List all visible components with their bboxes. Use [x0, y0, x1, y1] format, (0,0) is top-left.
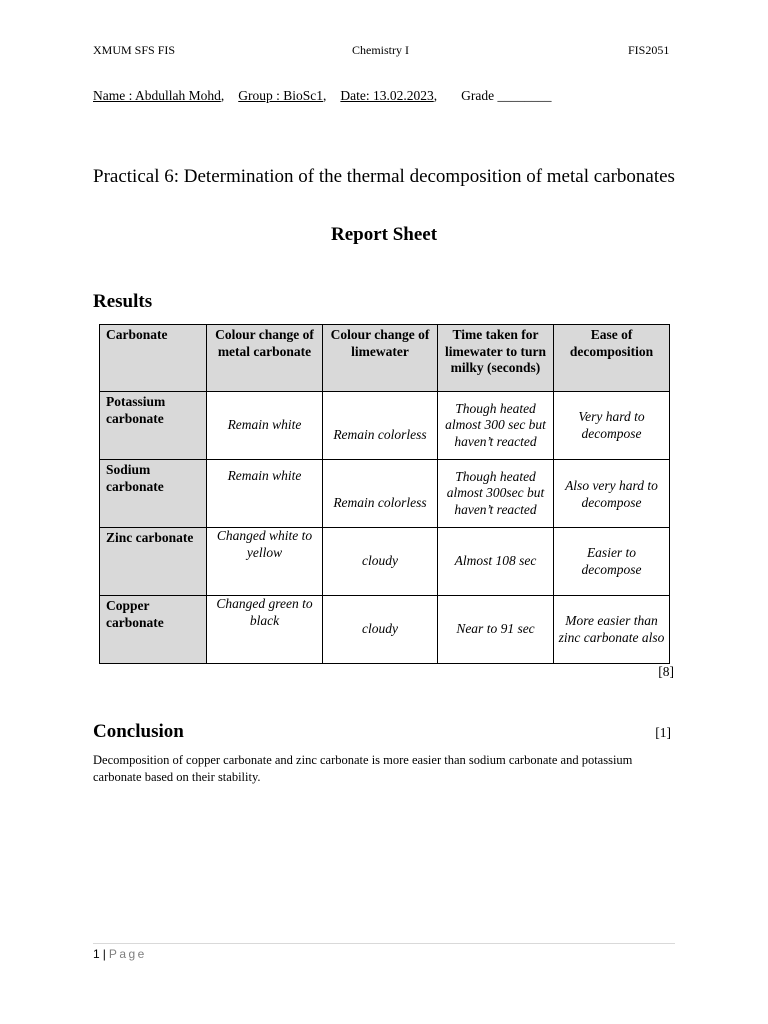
- footer-divider: [93, 943, 675, 944]
- grade-label: Grade: [461, 88, 495, 103]
- row-carbonate-name: Copper carbonate: [100, 596, 207, 664]
- header-course-code-left: XMUM SFS FIS: [93, 43, 176, 57]
- row-carbonate-name: Potassium carbonate: [100, 392, 207, 460]
- page-number: 1: [93, 947, 100, 961]
- grade-blank: ________: [497, 88, 552, 103]
- row-carbonate-name: Zinc carbonate: [100, 528, 207, 596]
- ease-cell: Easier to decompose: [554, 528, 670, 596]
- limewater-colour-change-cell: cloudy: [323, 596, 438, 664]
- ease-cell: More easier than zinc carbonate also: [554, 596, 670, 664]
- header-subject: Chemistry I: [352, 43, 409, 57]
- header-metal-colour-change: Colour change of metal carbonate: [207, 325, 323, 392]
- metal-colour-change-cell: Changed green to black: [207, 596, 323, 664]
- table-row: [100, 392, 670, 460]
- student-info-line: Name : Abdullah Mohd, Group : BioSc1, Date: 13.02.2023, Grade ________: [93, 88, 552, 103]
- report-sheet-title: Report Sheet: [330, 224, 438, 245]
- limewater-colour-change-cell: cloudy: [323, 528, 438, 596]
- table-row: [100, 460, 670, 528]
- time-taken-cell: Though heated almost 300 sec but haven’t reacted: [438, 392, 554, 460]
- header-ease-of-decomposition: Ease of decomposition: [554, 325, 670, 392]
- header-course-code-right: FIS2051: [628, 43, 670, 57]
- limewater-colour-change-cell: Remain colorless: [323, 392, 438, 460]
- row-carbonate-name: Sodium carbonate: [100, 460, 207, 528]
- header-time-taken: Time taken for limewater to turn milky (seconds): [438, 325, 554, 392]
- ease-cell: Very hard to decompose: [554, 392, 670, 460]
- metal-colour-change-cell: Remain white: [207, 392, 323, 460]
- results-heading: Results: [93, 291, 153, 312]
- conclusion-marks: [1]: [655, 725, 671, 740]
- practical-title: Practical 6: Determination of the thermal decomposition of metal carbonates: [93, 166, 675, 187]
- results-table: [99, 324, 670, 664]
- conclusion-text: Decomposition of copper carbonate and zinc carbonate is more easier than sodium carbonate and potassium carbonate based on their stability.: [93, 753, 633, 784]
- header-limewater-colour-change: Colour change of limewater: [323, 325, 438, 392]
- results-marks: [8]: [658, 664, 674, 679]
- footer-separator: |: [102, 947, 106, 961]
- table-row: [100, 596, 670, 664]
- student-group: Group : BioSc1: [238, 88, 324, 103]
- metal-colour-change-cell: Changed white to yellow: [207, 528, 323, 596]
- page-label: Page: [108, 947, 147, 961]
- report-date: Date: 13.02.2023: [340, 88, 434, 103]
- student-name: Name : Abdullah Mohd: [93, 88, 221, 103]
- metal-colour-change-cell: Remain white: [207, 460, 323, 528]
- time-taken-cell: Almost 108 sec: [438, 528, 554, 596]
- ease-cell: Also very hard to decompose: [554, 460, 670, 528]
- limewater-colour-change-cell: Remain colorless: [323, 460, 438, 528]
- time-taken-cell: Near to 91 sec: [438, 596, 554, 664]
- table-row: [100, 528, 670, 596]
- header-carbonate: Carbonate: [100, 325, 207, 392]
- time-taken-cell: Though heated almost 300sec but haven’t reacted: [438, 460, 554, 528]
- conclusion-heading: Conclusion: [93, 721, 184, 742]
- table-header-row: [100, 325, 670, 392]
- page-footer: [93, 947, 147, 961]
